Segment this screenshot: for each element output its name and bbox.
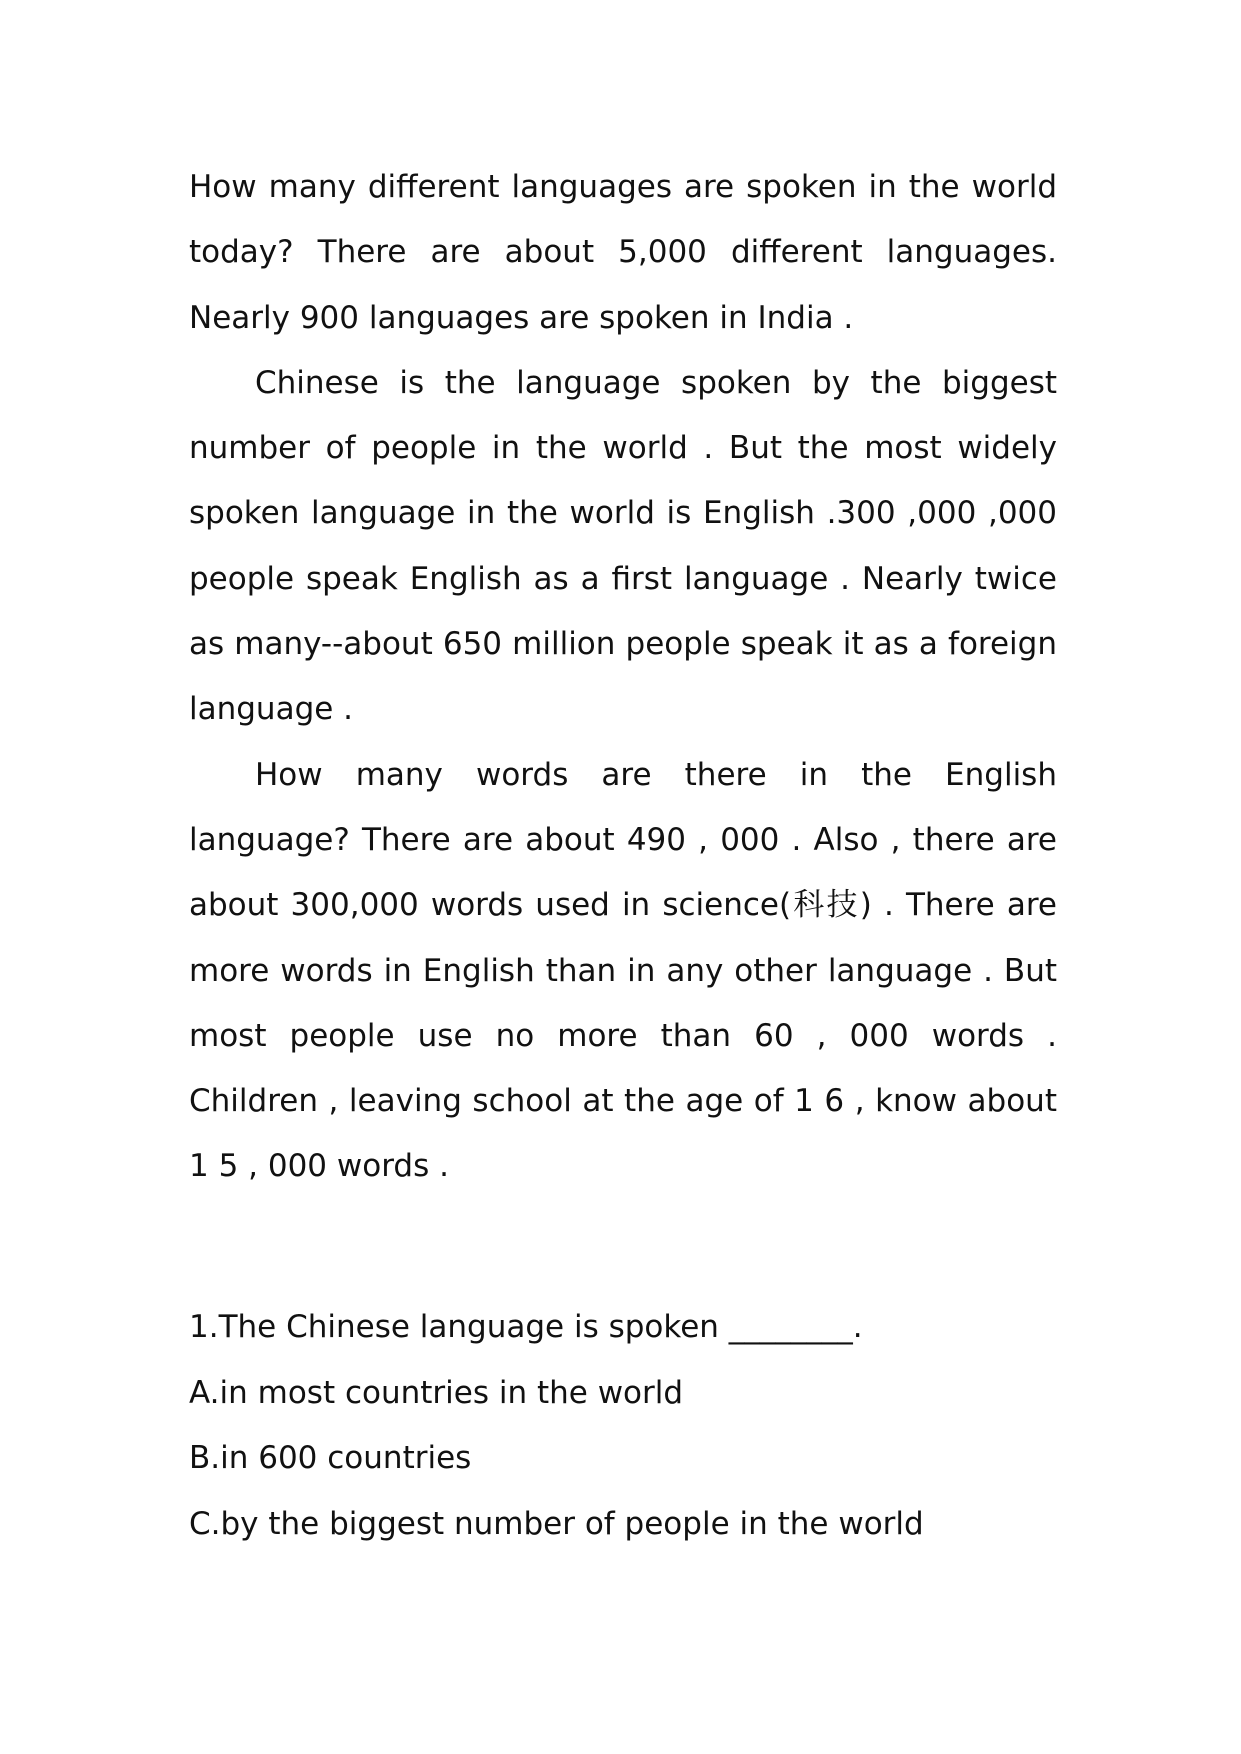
passage-paragraph-1: How many different languages are spoken in the world today? There are about 5,000 different languages. Nearly 900 languages are spoken in India . — [189, 169, 1057, 336]
passage-paragraph-3: How many words are there in the English language? There are about 490 , 000 . Also , there are about 300,000 words used in science(科技) . There are more words in English than in any other language . But most people use no more than 60 , 000 words . Children , leaving school at the age of 1 6 , know about 1 5 , 000 words . — [189, 756, 1057, 1185]
question-stem: 1.The Chinese language is spoken ________. — [189, 1309, 863, 1345]
option-b: B.in 600 countries — [189, 1440, 472, 1476]
reading-passage — [189, 155, 1057, 1200]
passage-paragraph-2: Chinese is the language spoken by the biggest number of people in the world . But the most widely spoken language in the world is English .300 ,000 ,000 people speak English as a first language . Nearly twice as many--about 650 million people speak it as a foreign language . — [189, 364, 1057, 728]
option-c: C.by the biggest number of people in the world — [189, 1505, 924, 1542]
option-a: A.in most countries in the world — [189, 1374, 684, 1411]
question-block — [189, 1295, 1089, 1557]
